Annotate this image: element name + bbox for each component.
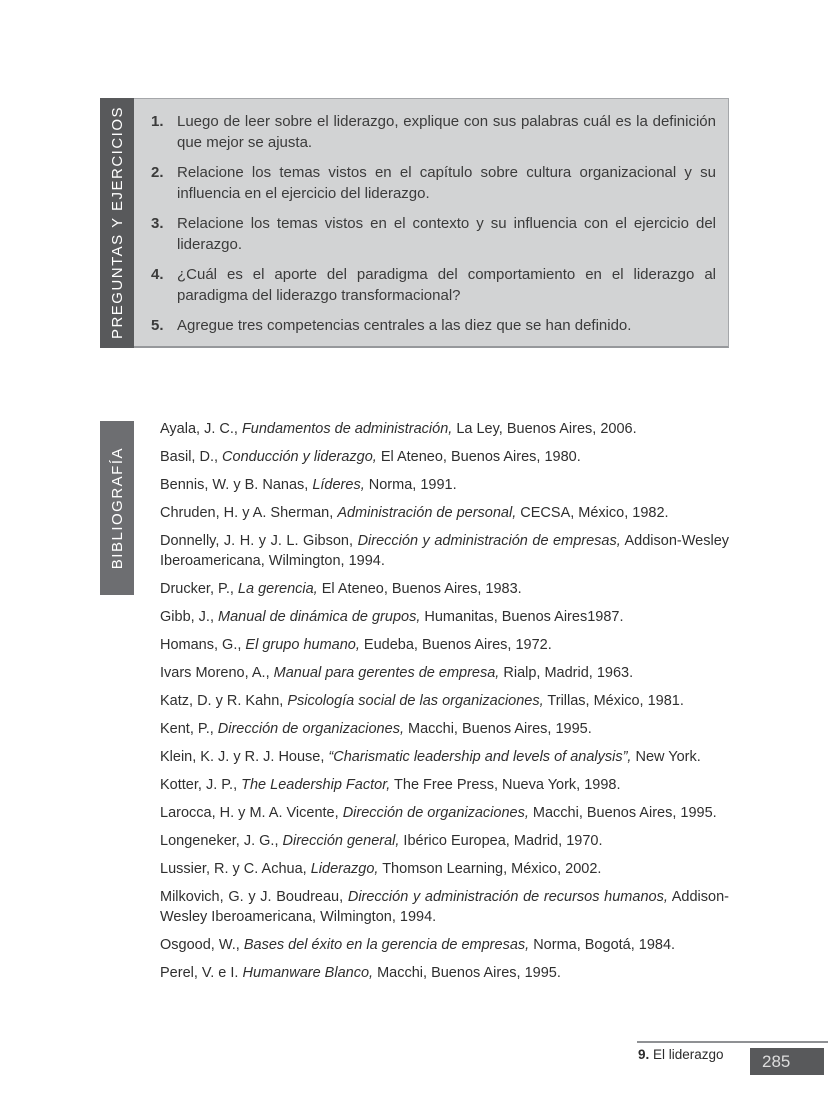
entry-title: Manual de dinámica de grupos,	[218, 609, 421, 625]
question-text: Relacione los temas vistos en el contexto y su influencia con el ejercicio del liderazgo.	[177, 215, 716, 253]
entry-title: La gerencia,	[237, 581, 318, 597]
entry-authors: Klein, K. J. y R. J. House,	[160, 749, 329, 765]
footer-rule	[637, 1041, 828, 1043]
questions-box	[134, 98, 729, 348]
entry-publication: Rialp, Madrid, 1963.	[499, 665, 634, 681]
entry-authors: Ivars Moreno, A.,	[160, 665, 274, 681]
entry-publication: Eudeba, Buenos Aires, 1972.	[359, 637, 552, 653]
question-number: 5.	[151, 317, 164, 334]
bibliography-entry	[160, 935, 729, 955]
entry-publication: Thomson Learning, México, 2002.	[378, 861, 602, 877]
bibliography-entry	[160, 691, 729, 711]
entry-publication: Macchi, Buenos Aires, 1995.	[528, 805, 717, 821]
question-number: 2.	[151, 164, 164, 181]
entry-publication: CECSA, México, 1982.	[516, 505, 669, 521]
entry-authors: Kent, P.,	[160, 721, 218, 737]
bibliography-entry	[160, 447, 729, 467]
entry-title: Conducción y liderazgo,	[222, 449, 377, 465]
question-number: 1.	[151, 113, 164, 130]
entry-publication: Trillas, México, 1981.	[543, 693, 684, 709]
bibliography-sidebar-label: BIBLIOGRAFÍA	[108, 446, 126, 570]
entry-publication: Macchi, Buenos Aires, 1995.	[403, 721, 592, 737]
chapter-reference	[638, 1046, 724, 1063]
question-text: Agregue tres competencias centrales a las diez que se han definido.	[177, 317, 632, 334]
entry-title: Dirección y administración de recursos humanos,	[347, 889, 668, 905]
bibliography-entry	[160, 887, 729, 927]
entry-authors: Larocca, H. y M. A. Vicente,	[160, 805, 343, 821]
bibliography-entry	[160, 475, 729, 495]
questions-sidebar-label: PREGUNTAS Y EJERCICIOS	[108, 106, 126, 340]
question-item	[151, 264, 716, 306]
entry-title: Dirección general,	[282, 833, 400, 849]
bibliography-entry	[160, 419, 729, 439]
entry-publication: New York.	[631, 749, 701, 765]
entry-authors: Lussier, R. y C. Achua,	[160, 861, 311, 877]
questions-section	[100, 98, 729, 348]
bibliography-entry	[160, 859, 729, 879]
page-number-box	[750, 1048, 824, 1075]
entry-authors: Chruden, H. y A. Sherman,	[160, 505, 338, 521]
bibliography-sidebar-tab	[100, 421, 134, 595]
chapter-number: 9.	[638, 1047, 650, 1062]
entry-authors: Basil, D.,	[160, 449, 223, 465]
entry-publication: Humanitas, Buenos Aires1987.	[420, 609, 624, 625]
bibliography-entry	[160, 803, 729, 823]
entry-publication: Addison-Wesley Iberoamericana, Wilmington, 1994.	[160, 889, 729, 925]
bibliography-list	[160, 419, 729, 991]
chapter-title: El liderazgo	[649, 1047, 724, 1062]
entry-publication: The Free Press, Nueva York, 1998.	[390, 777, 621, 793]
entry-title: “Charismatic leadership and levels of analysis”,	[328, 749, 632, 765]
bibliography-entry	[160, 607, 729, 627]
question-item	[151, 213, 716, 255]
entry-authors: Bennis, W. y B. Nanas,	[160, 477, 313, 493]
bibliography-entry	[160, 503, 729, 523]
entry-authors: Milkovich, G. y J. Boudreau,	[160, 889, 348, 905]
question-item	[151, 111, 716, 153]
entry-publication: Norma, Bogotá, 1984.	[529, 937, 676, 953]
entry-publication: El Ateneo, Buenos Aires, 1980.	[376, 449, 581, 465]
entry-title: Administración de personal,	[337, 505, 517, 521]
entry-title: El grupo humano,	[245, 637, 360, 653]
entry-title: Liderazgo,	[310, 861, 379, 877]
page-number: 285	[762, 1051, 791, 1071]
bibliography-entry	[160, 579, 729, 599]
entry-title: Fundamentos de administración,	[241, 421, 453, 437]
bibliography-entry	[160, 531, 729, 571]
entry-title: Psicología social de las organizaciones,	[287, 693, 544, 709]
entry-title: Dirección y administración de empresas,	[357, 533, 621, 549]
question-item	[151, 315, 716, 336]
entry-authors: Donnelly, J. H. y J. L. Gibson,	[160, 533, 358, 549]
entry-publication: Ibérico Europea, Madrid, 1970.	[399, 833, 603, 849]
entry-title: Dirección de organizaciones,	[217, 721, 404, 737]
entry-title: Bases del éxito en la gerencia de empresas,	[243, 937, 530, 953]
bibliography-entry	[160, 775, 729, 795]
entry-publication: Macchi, Buenos Aires, 1995.	[373, 965, 561, 981]
question-text: Luego de leer sobre el liderazgo, explique con sus palabras cuál es la definición que mejor se ajusta.	[177, 113, 716, 151]
bibliography-entry	[160, 831, 729, 851]
entry-publication: El Ateneo, Buenos Aires, 1983.	[317, 581, 522, 597]
entry-authors: Longeneker, J. G.,	[160, 833, 283, 849]
question-text: ¿Cuál es el aporte del paradigma del comportamiento en el liderazgo al paradigma del liderazgo transformacional?	[177, 266, 716, 304]
question-number: 4.	[151, 266, 164, 283]
entry-authors: Katz, D. y R. Kahn,	[160, 693, 288, 709]
bibliography-entry	[160, 663, 729, 683]
entry-title: Dirección de organizaciones,	[342, 805, 529, 821]
question-text: Relacione los temas vistos en el capítulo sobre cultura organizacional y su influencia en el ejercicio del liderazgo.	[177, 164, 716, 202]
bibliography-entry	[160, 963, 729, 983]
entry-authors: Gibb, J.,	[160, 609, 219, 625]
entry-authors: Osgood, W.,	[160, 937, 244, 953]
entry-publication: Addison-Wesley Iberoamericana, Wilmington, 1994.	[160, 533, 730, 569]
bibliography-entry	[160, 719, 729, 739]
entry-title: Humanware Blanco,	[242, 965, 374, 981]
question-number: 3.	[151, 215, 164, 232]
entry-publication: Norma, 1991.	[364, 477, 457, 493]
entry-authors: Perel, V. e I.	[160, 965, 243, 981]
entry-authors: Ayala, J. C.,	[160, 421, 242, 437]
bibliography-entry	[160, 747, 729, 767]
question-item	[151, 162, 716, 204]
entry-title: The Leadership Factor,	[241, 777, 391, 793]
questions-sidebar-tab	[100, 98, 134, 348]
entry-authors: Drucker, P.,	[160, 581, 238, 597]
entry-authors: Homans, G.,	[160, 637, 246, 653]
entry-publication: La Ley, Buenos Aires, 2006.	[452, 421, 637, 437]
entry-title: Manual para gerentes de empresa,	[273, 665, 500, 681]
entry-authors: Kotter, J. P.,	[160, 777, 242, 793]
entry-title: Líderes,	[312, 477, 365, 493]
bibliography-entry	[160, 635, 729, 655]
